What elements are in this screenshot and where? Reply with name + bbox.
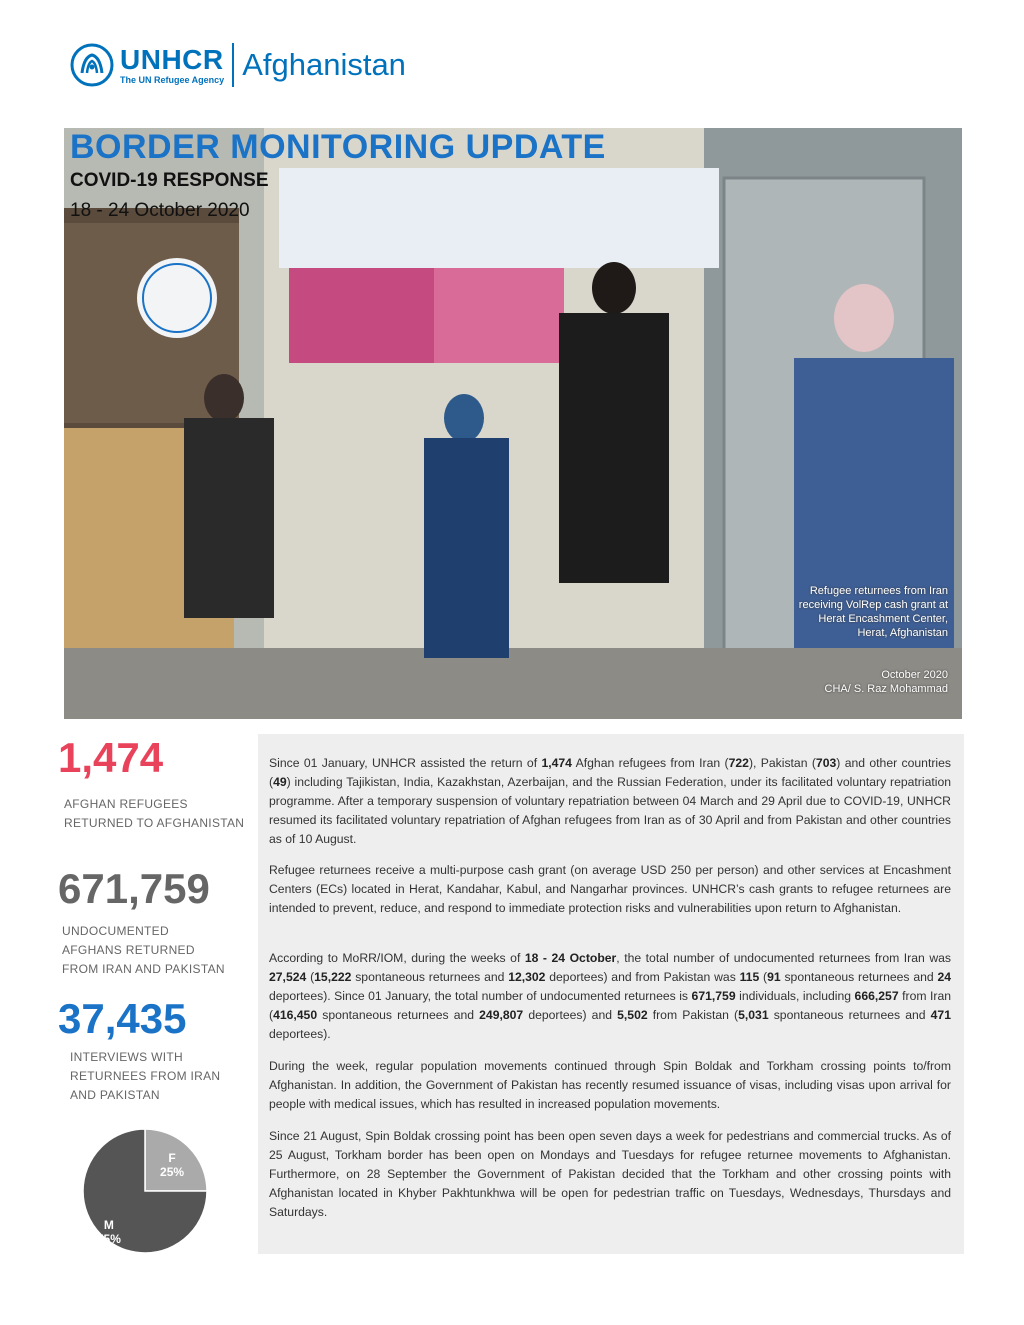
paragraph-crossing-points: Since 21 August, Spin Boldak crossing point has been open seven days a week for pedestrians and commercial trucks. As of 25 August, Torkham border has been open on Mondays and Tuesdays for refugee returnee movements to Afghanistan. Furthermore, on 28 September the Government of Pakistan decided that the Torkham and other crossing points with Afghanistan located in Khyber Pakhtunkhwa will be open for pedestrian traffic on Tuesdays, Wednesdays, Thursdays and Saturdays.: [269, 1129, 951, 1219]
photo-credit: [788, 668, 948, 696]
photo-credit-name: CHA/ S. Raz Mohammad: [824, 683, 948, 695]
stat-value: 671,759: [58, 865, 210, 912]
report-date: 18 - 24 October 2020: [70, 200, 250, 221]
paragraph-cash-grants: Refugee returnees receive a multi-purpose cash grant (on average USD 250 per person) and other services at Encashment Centers (ECs) located in Herat, Kandahar, Kabul, and Nangarhar provinces. UNHCR’s cash grants to refugee returnees are intended to prevent, reduce, and respond to immediate protection risks and vulnerabilities upon return to Afghanistan.: [269, 863, 951, 915]
pie-label-category: M: [103, 1218, 114, 1233]
stat-label: [64, 795, 244, 833]
stat-label-line: AND PAKISTAN: [70, 1088, 160, 1102]
pie-label-percent: 25%: [160, 1164, 185, 1179]
country-name: Afghanistan: [242, 47, 406, 82]
photo-caption: Refugee returnees from Iran receiving VolRep cash grant at Herat Encashment Center, Herat, Afghanistan: [798, 585, 948, 639]
pie-label-category: F: [168, 1150, 176, 1165]
stat-label-line: RETURNED TO AFGHANISTAN: [64, 816, 245, 830]
stat-refugees-returned: [58, 735, 244, 833]
stat-undocumented-returned: [58, 866, 225, 979]
pie-label-percent: 75%: [96, 1232, 121, 1247]
gender-pie-chart: [78, 1124, 212, 1258]
paragraph-population-movements: During the week, regular population movements continued through Spin Boldak and Torkham crossing points to/from Afghanistan. In addition, the Government of Pakistan has recently resumed issuance of visas, including visas upon arrival for people with medical issues, which has resulted in increased population movements.: [269, 1059, 951, 1111]
stat-label-line: FROM IRAN AND PAKISTAN: [62, 962, 225, 976]
stat-label-line: AFGHAN REFUGEES: [64, 797, 188, 811]
paragraph-voluntary-repatriation: Since 01 January, UNHCR assisted the return of 1,474 Afghan refugees from Iran (722), Pakistan (703) and other countries (49) including Tajikistan, India, Kazakhstan, Azerbaijan, and the Russian Federation, under its facilitated voluntary repatriation programme. After a temporary suspension of voluntary repatriation between 04 March and 29 April due to COVID-19, UNHCR resumed its facilitated voluntary repatriation of Afghan refugees from Iran as of 30 April and from Pakistan and other countries as of 10 August.: [269, 756, 951, 846]
page-title: BORDER MONITORING UPDATE: [70, 128, 606, 166]
narrative-panel: [258, 734, 964, 1254]
logo-divider: [232, 43, 234, 87]
org-name: UNHCR: [120, 43, 224, 75]
stat-interviews: [58, 996, 220, 1105]
stat-label-line: RETURNEES FROM IRAN: [70, 1069, 221, 1083]
unhcr-logo: [70, 40, 406, 90]
unhcr-emblem-icon: [70, 43, 114, 87]
hero-photo: [64, 128, 962, 719]
stat-label-line: AFGHANS RETURNED: [62, 943, 195, 957]
paragraph-undocumented-returnees: According to MoRR/IOM, during the weeks of 18 - 24 October, the total number of undocumented returnees from Iran was 27,524 (15,222 spontaneous returnees and 12,302 deportees) and from Pakistan was 115 (91 spontaneous returnees and 24 deportees). Since 01 January, the total number of undocumented returnees is 671,759 individuals, including 666,257 from Iran (416,450 spontaneous returnees and 249,807 deportees) and 5,502 from Pakistan (5,031 spontaneous returnees and 471 deportees).: [269, 951, 952, 1041]
stat-label-line: UNDOCUMENTED: [62, 924, 169, 938]
stat-label: [70, 1048, 220, 1105]
page-subtitle: COVID-19 RESPONSE: [70, 170, 269, 191]
org-tagline: The UN Refugee Agency: [120, 74, 225, 85]
stat-value: 1,474: [58, 734, 164, 781]
photo-credit-date: October 2020: [881, 669, 948, 681]
stat-value: 37,435: [58, 995, 187, 1042]
stat-label-line: INTERVIEWS WITH: [70, 1050, 183, 1064]
pie-slice-f: [145, 1129, 207, 1191]
stat-label: [62, 922, 225, 979]
